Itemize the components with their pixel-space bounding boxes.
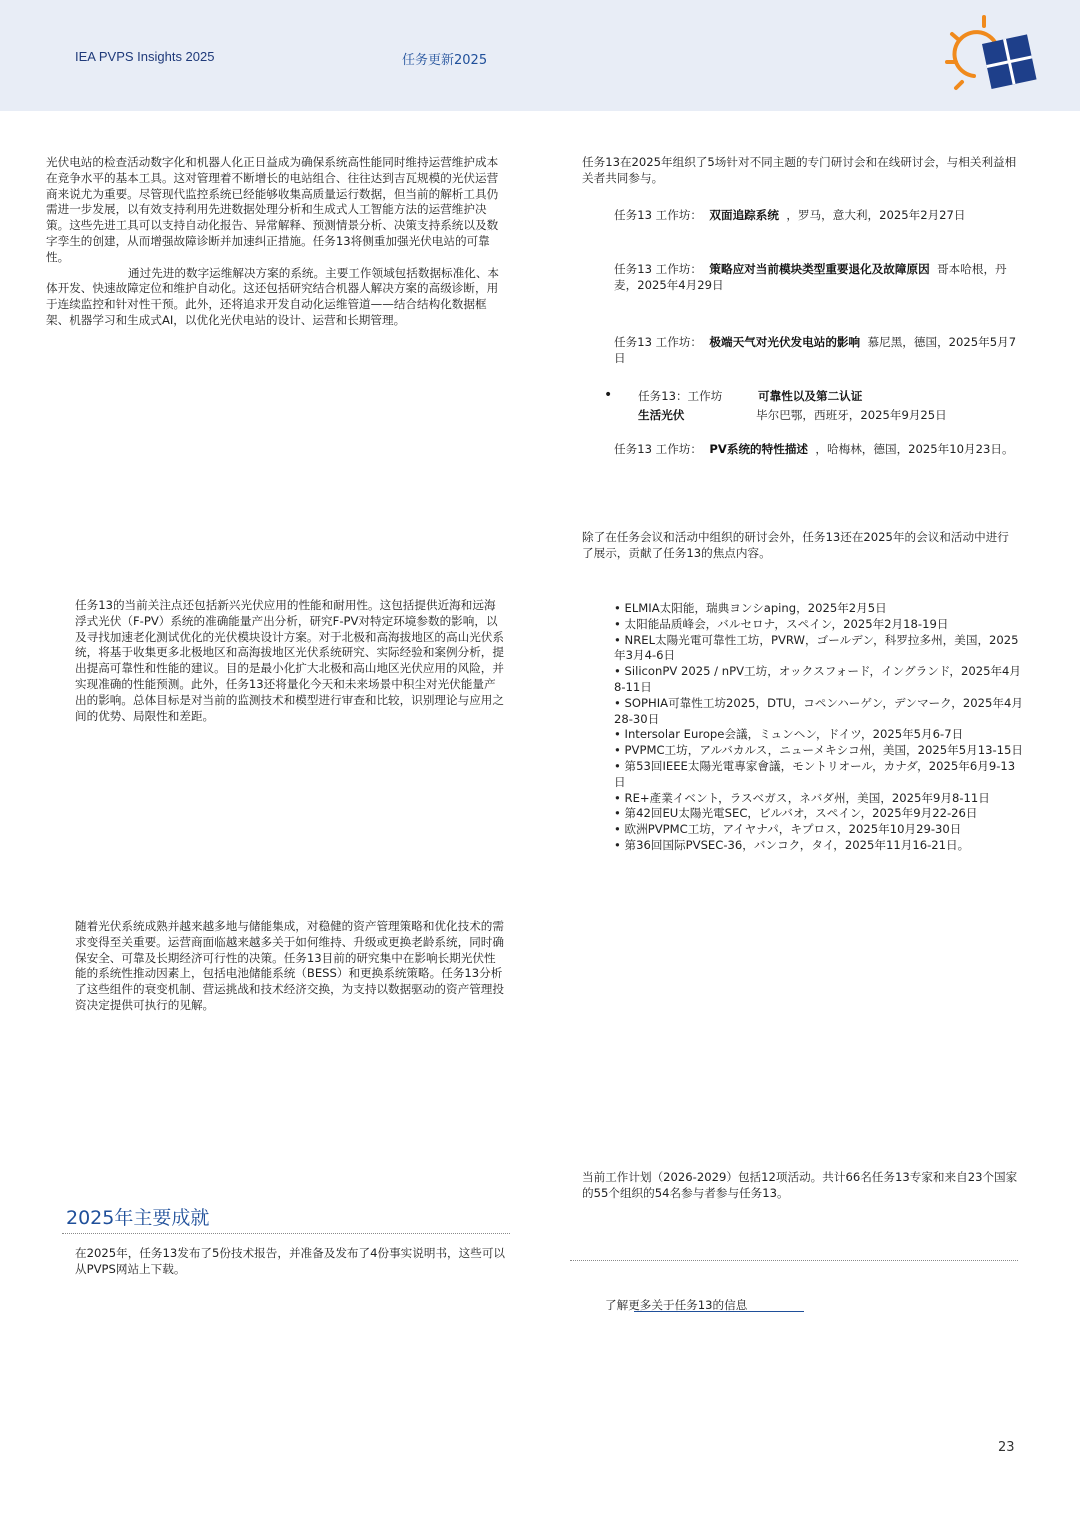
workshop-item-line2 — [638, 407, 1018, 423]
workshop-title: 策略应对当前模块类型重要退化及故障原因 — [709, 262, 930, 276]
workshop-title: 双面追踪系统 — [709, 208, 779, 222]
list-item: • 太阳能品质峰会，バルセロナ，スペイン，2025年2月18-19日 — [614, 616, 949, 631]
workshop-detail: ，哈梅林，德国，2025年10月23日。 — [815, 442, 1014, 456]
workshop-title: 生活光伏 — [638, 408, 685, 422]
list-item: • 欧洲PVPMC工坊，アイヤナパ，キプロス，2025年10月29-30日 — [614, 822, 962, 837]
paragraph-workshops-intro — [582, 155, 1020, 187]
workshop-item — [638, 388, 1018, 404]
list-item: • 第36回国际PVSEC-36，バンコク，タイ，2025年11月16-21日。 — [614, 837, 970, 852]
section-title-achievements: 2025年主要成就 — [66, 1207, 210, 1229]
workshop-prefix: 任务13 工作坊： — [614, 335, 703, 349]
workshop-title: PV系统的特性描述 — [709, 442, 809, 456]
list-item: • SOPHIA可靠性工坊2025，DTU，コペンハーゲン，デンマーク，2025年4月28-30日 — [614, 695, 1023, 726]
paragraph-digitalization — [46, 155, 506, 329]
workshop-prefix: 任务13 工作坊： — [614, 208, 703, 222]
paragraph-text: 任务13在2025年组织了5场针对不同主题的专门研讨会和在线研讨会，与相关利益相关者共同参与。 — [582, 155, 1017, 185]
page-number: 23 — [998, 1440, 1015, 1455]
publication-title: IEA PVPS Insights 2025 — [75, 49, 215, 64]
events-list — [614, 601, 1024, 854]
workshop-prefix: 任务13：工作坊 — [638, 389, 723, 403]
paragraph-text: 通过先进的数字运维解决方案的系统。主要工作领域包括数据标准化、本体开发、快速故障定位和维护自动化。这还包括研究结合机器人解决方案的高级诊断，用于连续监控和针对性干预。此外，还将追求开发自动化运维管道——结合结构化数据框架、机器学习和生成式AI，以优化光伏电站的设计、运营和长期管理。 — [46, 265, 500, 327]
section-header: 任务更新2025 — [402, 53, 488, 68]
list-item: • 第42回EU太陽光電SEC，ビルバオ，スペイン，2025年9月22-26日 — [614, 806, 978, 821]
workshop-detail: 哥本哈根，丹麦，2025年4月29日 — [614, 262, 1007, 292]
list-item: • SiliconPV 2025 / nPV工坊，オックスフォード，イングランド，2025年4月8-11日 — [614, 664, 1022, 694]
workshop-item — [614, 334, 1019, 366]
sun-solar-panel-icon — [944, 14, 1040, 104]
section-divider — [570, 1260, 1018, 1261]
section-divider — [62, 1233, 510, 1234]
list-item: • Intersolar Europe会議，ミュンヘン，ドイツ，2025年5月6-7日 — [614, 727, 964, 742]
list-item: • ELMIA太阳能，瑞典ヨンシaping，2025年2月5日 — [614, 601, 887, 615]
workshop-item — [614, 261, 1019, 293]
workshop-item — [614, 441, 1019, 457]
paragraph-continuation — [46, 266, 506, 329]
workshop-prefix: 任务13 工作坊： — [614, 442, 703, 456]
paragraph-text: 除了在任务会议和活动中组织的研讨会外，任务13还在2025年的会议和活动中进行了展示，贡献了任务13的焦点内容。 — [582, 530, 1009, 560]
paragraph-reports — [75, 1246, 507, 1278]
list-item: • NREL太陽光電可靠性工坊，PVRW，ゴールデン，科罗拉多州，美国，2025年3月4-6日 — [614, 632, 1019, 663]
list-item: • PVPMC工坊，アルバカルス，ニューメキシコ州，美国，2025年5月13-15日 — [614, 743, 1023, 758]
paragraph-events-intro — [582, 530, 1020, 562]
list-item: • 第53回IEEE太陽光電專家會議，モントリオール，カナダ，2025年6月9-13日 — [614, 758, 1016, 789]
more-info-link[interactable]: 了解更多关于任务13的信息 — [605, 1298, 748, 1312]
workshop-item — [614, 207, 1019, 223]
workshop-prefix: 任务13 工作坊： — [614, 262, 703, 276]
paragraph-text: 光伏电站的检查活动数字化和机器人化正日益成为确保系统高性能同时维持运营维护成本在竞争水平的基本工具。这对管理着不断增长的电站组合、往往达到吉瓦规模的光伏运营商来说尤为重要。尽管现代监控系统已经能够收集高质量运行数据，但当前的解析工具仍需进一步发展，以有效支持利用先进数据处理分析和生成式人工智能方法的运营维护决策。这些先进工具可以支持自动化报告、异常解释、预测情景分析、决策支持系统以及数字孪生的创建，从而增强故障诊断并加速纠正措施。任务13将侧重加强光伏电站的可靠性。 — [46, 155, 499, 264]
bullet-icon: • — [604, 387, 613, 403]
paragraph-text: 随着光伏系统成熟并越来越多地与储能集成，对稳健的资产管理策略和优化技术的需求变得至关重要。运营商面临越来越多关于如何维持、升级或更换老龄系统，同时确保安全、可靠及长期经济可行性的决策。任务13目前的研究集中在影响长期光伏性能的系统性推动因素上，包括电池储能系统（BESS）和更换系统策略。任务13分析了这些组件的衰变机制、营运挑战和技术经济交换，为支持以数据驱动的资产管理投资决定提供可执行的见解。 — [75, 919, 504, 1012]
workshop-detail: 慕尼黑，德国，2025年5月7日 — [614, 335, 1017, 365]
workshop-detail: 毕尔巴鄂，西班牙，2025年9月25日 — [756, 408, 947, 422]
workshop-detail: ，罗马，意大利，2025年2月27日 — [786, 208, 966, 222]
paragraph-work-plan — [582, 1170, 1020, 1202]
paragraph-asset-management — [75, 919, 507, 1014]
paragraph-text: 任务13的当前关注点还包括新兴光伏应用的性能和耐用性。这包括提供近海和远海浮式光伏（F-PV）系统的准确能量产出分析，研究F-PV对特定环境参数的影响，以及寻找加速老化测试优化的光伏模块设计方案。对于北极和高海拔地区的高山光伏系统，将基于收集更多北极地区和高海拔地区光伏系统研究、实际经验和案例分析，提出提高可靠性和性能的建议。目的是最小化扩大北极和高山地区光伏应用的风险，并实现准确的性能预测。此外，任务13还将量化今天和未来场景中积尘对光伏能量产出的影响。总体目标是对当前的监测技术和模型进行审查和比较，识别理论与应用之间的优势、局限性和差距。 — [75, 598, 504, 723]
link-underline — [634, 1311, 804, 1312]
paragraph-text: 在2025年，任务13发布了5份技术报告，并准备及发布了4份事实说明书，这些可以从PVPS网站上下载。 — [75, 1246, 506, 1276]
workshop-title: 可靠性以及第二认证 — [758, 389, 863, 403]
workshop-title: 极端天气对光伏发电站的影响 — [709, 335, 861, 349]
list-item: • RE+產業イベント，ラスベガス，ネバダ州，美国，2025年9月8-11日 — [614, 790, 990, 805]
paragraph-emerging-applications — [75, 598, 507, 724]
page-header — [0, 0, 1080, 111]
paragraph-text: 当前工作计划（2026-2029）包括12项活动。共计66名任务13专家和来自23个国家的55个组织的54名参与者参与任务13。 — [582, 1170, 1018, 1200]
